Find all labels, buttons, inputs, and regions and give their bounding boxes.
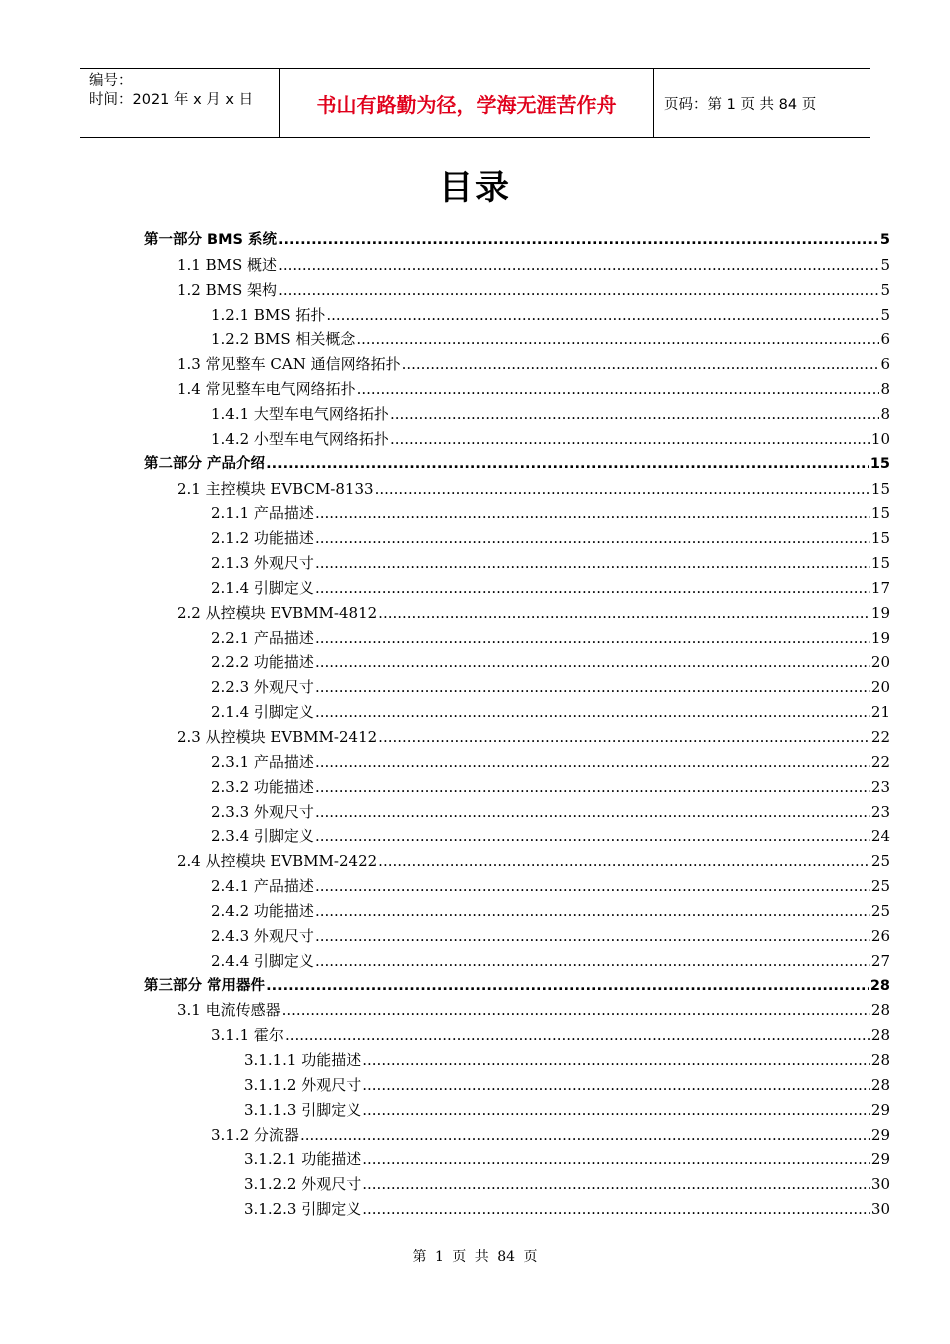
toc-leader-dots bbox=[315, 800, 870, 825]
toc-entry-title: 3.1.1.1 功能描述 bbox=[244, 1051, 362, 1070]
toc-entry[interactable] bbox=[211, 526, 890, 551]
toc-entry-page: 5 bbox=[880, 280, 890, 299]
toc-leader-dots bbox=[357, 377, 880, 402]
toc-leader-dots bbox=[315, 700, 870, 725]
toc-entry-title: 1.2 BMS 架构 bbox=[177, 280, 278, 299]
toc-entry-page: 8 bbox=[880, 380, 890, 399]
toc-leader-dots bbox=[378, 601, 870, 626]
toc-leader-dots bbox=[326, 303, 879, 328]
toc-leader-dots bbox=[315, 924, 870, 949]
toc-entry-title: 1.3 常见整车 CAN 通信网络拓扑 bbox=[177, 355, 401, 374]
toc-entry-title: 2.4.3 外观尺寸 bbox=[211, 926, 314, 945]
toc-leader-dots bbox=[266, 452, 869, 477]
toc-leader-dots bbox=[315, 626, 870, 651]
toc-entry-title: 1.4.1 大型车电气网络拓扑 bbox=[211, 404, 389, 423]
toc-entry-title: 2.1.4 引脚定义 bbox=[211, 578, 314, 597]
toc-entry-title: 第一部分 BMS 系统 bbox=[144, 232, 278, 248]
toc-entry-page: 15 bbox=[869, 455, 890, 472]
toc-leader-dots bbox=[278, 278, 879, 303]
toc-entry[interactable] bbox=[244, 1073, 890, 1098]
toc-entry[interactable] bbox=[211, 949, 890, 974]
toc-entry-page: 21 bbox=[870, 703, 890, 722]
toc-entry[interactable] bbox=[244, 1172, 890, 1197]
header-motto: 书山有路勤为径，学海无涯苦作舟 bbox=[280, 69, 654, 137]
toc-entry-page: 6 bbox=[880, 330, 890, 349]
toc-entry-title: 2.1.2 功能描述 bbox=[211, 529, 314, 548]
toc-entry-page: 30 bbox=[870, 1175, 890, 1194]
toc-leader-dots bbox=[362, 1048, 870, 1073]
toc-entry-page: 27 bbox=[870, 951, 890, 970]
toc-entry[interactable] bbox=[244, 1147, 890, 1172]
toc-entry[interactable] bbox=[177, 253, 890, 278]
toc-leader-dots bbox=[315, 650, 870, 675]
toc-entry-page: 15 bbox=[870, 504, 890, 523]
toc-leader-dots bbox=[315, 750, 870, 775]
toc-entry[interactable] bbox=[177, 278, 890, 303]
toc-entry-title: 3.1.1.3 引脚定义 bbox=[244, 1100, 362, 1119]
toc-entry-page: 25 bbox=[870, 852, 890, 871]
toc-entry[interactable] bbox=[144, 452, 890, 477]
toc-leader-dots bbox=[315, 874, 870, 899]
toc-leader-dots bbox=[362, 1147, 870, 1172]
toc-entry-title: 2.4.4 引脚定义 bbox=[211, 951, 314, 970]
toc-entry-page: 25 bbox=[870, 901, 890, 920]
toc-entry-title: 2.1.1 产品描述 bbox=[211, 504, 314, 523]
toc-entry-page: 15 bbox=[870, 529, 890, 548]
toc-leader-dots bbox=[315, 824, 870, 849]
toc-entry[interactable] bbox=[211, 303, 890, 328]
toc-leader-dots bbox=[315, 949, 870, 974]
toc-leader-dots bbox=[315, 576, 870, 601]
toc-entry-title: 2.4.1 产品描述 bbox=[211, 877, 314, 896]
header-meta bbox=[80, 69, 280, 137]
toc-leader-dots bbox=[378, 849, 870, 874]
toc-entry-title: 2.3.1 产品描述 bbox=[211, 752, 314, 771]
toc-leader-dots bbox=[378, 725, 870, 750]
serial-label: 编号： bbox=[89, 73, 133, 89]
toc-entry-title: 3.1 电流传感器 bbox=[177, 1001, 281, 1020]
toc-entry[interactable] bbox=[211, 924, 890, 949]
toc-entry-page: 22 bbox=[870, 728, 890, 746]
toc-entry[interactable] bbox=[177, 352, 890, 377]
toc-leader-dots bbox=[375, 477, 870, 502]
toc-entry[interactable] bbox=[211, 1023, 890, 1048]
toc-entry[interactable] bbox=[144, 974, 890, 999]
toc-entry-page: 25 bbox=[870, 877, 890, 896]
toc-entry-title: 2.1.4 引脚定义 bbox=[211, 703, 314, 722]
toc-entry-page: 19 bbox=[870, 628, 890, 647]
toc-entry-page: 29 bbox=[870, 1100, 890, 1119]
toc-entry-page: 20 bbox=[870, 653, 890, 672]
toc-entry[interactable] bbox=[211, 675, 890, 700]
toc-entry-page: 5 bbox=[880, 305, 890, 324]
toc-entry[interactable] bbox=[244, 1048, 890, 1073]
toc-leader-dots bbox=[315, 501, 870, 526]
toc-leader-dots bbox=[266, 974, 869, 999]
toc-entry[interactable] bbox=[177, 377, 890, 402]
toc-entry-page: 20 bbox=[870, 678, 890, 697]
toc-entry-title: 2.3.2 功能描述 bbox=[211, 777, 314, 796]
toc-entry-page: 6 bbox=[880, 355, 890, 374]
toc-entry-page: 28 bbox=[870, 1001, 890, 1020]
toc-entry-page: 24 bbox=[870, 827, 890, 846]
toc-entry-title: 2.4.2 功能描述 bbox=[211, 901, 314, 920]
toc-entry-page: 15 bbox=[870, 479, 890, 498]
toc-entry-title: 1.1 BMS 概述 bbox=[177, 255, 278, 274]
toc-entry-page: 23 bbox=[870, 777, 890, 796]
toc-entry[interactable] bbox=[211, 327, 890, 352]
toc-entry[interactable] bbox=[211, 750, 890, 775]
toc-entry-page: 10 bbox=[870, 429, 890, 448]
toc-leader-dots bbox=[315, 526, 870, 551]
toc-entry-page: 28 bbox=[870, 1075, 890, 1094]
toc-entry-title: 第二部分 产品介绍 bbox=[144, 455, 266, 472]
toc-entry[interactable] bbox=[177, 998, 890, 1023]
toc-entry-page: 17 bbox=[870, 578, 890, 597]
toc-entry[interactable] bbox=[177, 601, 890, 626]
toc-entry-page: 29 bbox=[870, 1125, 890, 1144]
toc-entry[interactable] bbox=[244, 1197, 890, 1222]
toc-entry[interactable] bbox=[211, 899, 890, 924]
toc-entry-page: 29 bbox=[870, 1150, 890, 1169]
toc-leader-dots bbox=[362, 1098, 870, 1123]
header-page-info: 页码：第 1 页 共 84 页 bbox=[664, 96, 817, 113]
toc-entry-title: 2.2.1 产品描述 bbox=[211, 628, 314, 647]
toc-leader-dots bbox=[356, 327, 879, 352]
toc-entry-title: 第三部分 常用器件 bbox=[144, 977, 266, 994]
toc-entry[interactable] bbox=[144, 228, 890, 253]
toc-entry[interactable] bbox=[211, 626, 890, 651]
toc-entry-title: 2.3.4 引脚定义 bbox=[211, 827, 314, 846]
toc-entry-title: 2.2.3 外观尺寸 bbox=[211, 678, 314, 697]
toc-entry-title: 3.1.2.1 功能描述 bbox=[244, 1150, 362, 1169]
toc-leader-dots bbox=[390, 427, 870, 452]
toc-entry-title: 1.2.2 BMS 相关概念 bbox=[211, 330, 356, 349]
toc-entry[interactable] bbox=[211, 551, 890, 576]
toc-leader-dots bbox=[315, 551, 870, 576]
toc-leader-dots bbox=[315, 675, 870, 700]
toc-entry[interactable] bbox=[211, 402, 890, 427]
toc-entry[interactable] bbox=[211, 824, 890, 849]
toc-entry-page: 15 bbox=[870, 554, 890, 573]
toc-leader-dots bbox=[362, 1073, 870, 1098]
toc-entry[interactable] bbox=[244, 1098, 890, 1123]
toc-entry-page: 5 bbox=[879, 232, 890, 248]
toc-entry-title: 3.1.2 分流器 bbox=[211, 1125, 299, 1144]
toc-entry[interactable] bbox=[211, 576, 890, 601]
toc-leader-dots bbox=[390, 402, 880, 427]
toc-entry-page: 23 bbox=[870, 802, 890, 821]
toc-entry-title: 1.4 常见整车电气网络拓扑 bbox=[177, 380, 356, 399]
toc-entry-page: 28 bbox=[870, 1051, 890, 1070]
toc-leader-dots bbox=[278, 253, 879, 278]
toc-entry[interactable] bbox=[177, 725, 890, 750]
toc-entry-page: 19 bbox=[870, 603, 890, 622]
toc-leader-dots bbox=[278, 228, 879, 253]
toc-leader-dots bbox=[362, 1197, 870, 1222]
toc-entry-title: 3.1.2.3 引脚定义 bbox=[244, 1200, 362, 1219]
toc-entry-page: 8 bbox=[880, 404, 890, 423]
toc-leader-dots bbox=[285, 1023, 870, 1048]
toc-entry-page: 28 bbox=[869, 977, 890, 994]
toc-entry[interactable] bbox=[177, 849, 890, 874]
toc-entry-title: 2.3 从控模块 EVBMM-2412 bbox=[177, 728, 378, 746]
toc-entry-page: 30 bbox=[870, 1200, 890, 1219]
toc-leader-dots bbox=[402, 352, 880, 377]
toc-entry[interactable] bbox=[211, 700, 890, 725]
toc-entry[interactable] bbox=[211, 650, 890, 675]
toc-entry[interactable] bbox=[211, 800, 890, 825]
toc-entry-page: 26 bbox=[870, 926, 890, 945]
toc-entry-title: 1.2.1 BMS 拓扑 bbox=[211, 305, 326, 324]
toc-leader-dots bbox=[315, 899, 870, 924]
toc-entry-page: 22 bbox=[870, 752, 890, 771]
page-header bbox=[80, 68, 870, 138]
toc-entry-title: 3.1.1 霍尔 bbox=[211, 1026, 284, 1045]
page-footer: 第 1 页 共 84 页 bbox=[412, 1249, 538, 1265]
toc-leader-dots bbox=[315, 775, 870, 800]
toc-entry[interactable] bbox=[211, 427, 890, 452]
toc-entry[interactable] bbox=[211, 501, 890, 526]
toc-entry-title: 2.2.2 功能描述 bbox=[211, 653, 314, 672]
toc-entry-title: 2.1 主控模块 EVBCM-8133 bbox=[177, 479, 374, 498]
toc-entry-title: 3.1.1.2 外观尺寸 bbox=[244, 1075, 362, 1094]
toc-entry-title: 2.3.3 外观尺寸 bbox=[211, 802, 314, 821]
toc-leader-dots bbox=[282, 998, 870, 1023]
toc-entry-title: 1.4.2 小型车电气网络拓扑 bbox=[211, 429, 389, 448]
toc-entry[interactable] bbox=[177, 477, 890, 502]
toc-entry[interactable] bbox=[211, 1123, 890, 1148]
toc-entry-title: 2.4 从控模块 EVBMM-2422 bbox=[177, 852, 378, 871]
toc-leader-dots bbox=[362, 1172, 870, 1197]
toc-entry-title: 2.2 从控模块 EVBMM-4812 bbox=[177, 603, 378, 622]
toc-entry[interactable] bbox=[211, 874, 890, 899]
toc-entry-title: 2.1.3 外观尺寸 bbox=[211, 554, 314, 573]
date-label: 时间：2021 年 x 月 x 日 bbox=[89, 92, 254, 108]
toc-entry-title: 3.1.2.2 外观尺寸 bbox=[244, 1175, 362, 1194]
toc-entry[interactable] bbox=[211, 775, 890, 800]
toc-leader-dots bbox=[300, 1123, 870, 1148]
toc-title: 目录 bbox=[439, 168, 511, 208]
toc-entry-page: 5 bbox=[880, 255, 890, 274]
toc-entry-page: 28 bbox=[870, 1026, 890, 1045]
